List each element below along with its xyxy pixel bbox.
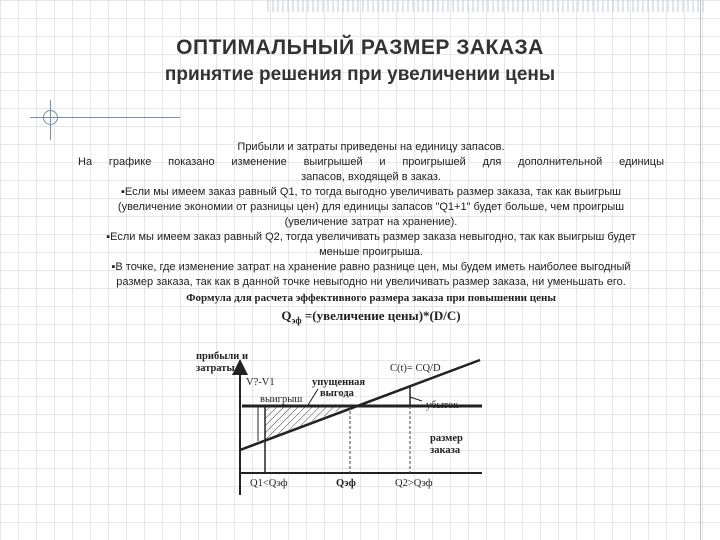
q2-label: Q2>Qэф xyxy=(395,478,433,489)
slide-subtitle: принятие решения при увеличении цены xyxy=(164,64,556,85)
gain-label: выигрыш xyxy=(260,394,303,405)
formula xyxy=(78,308,664,329)
order-size-diagram xyxy=(190,345,490,505)
formula-caption: Формула для расчета эффективного размера заказа при повышении цены xyxy=(186,292,556,304)
slide-title: ОПТИМАЛЬНЫЙ РАЗМЕР ЗАКАЗА xyxy=(176,36,544,59)
intro-line: запасов, входящей в заказ. xyxy=(301,171,441,183)
lost-benefit-label: упущенная xyxy=(312,377,366,388)
intro-line: На графике показано изменение выигрышей и проигрышей для дополнительной единицы xyxy=(78,156,664,168)
formula-rest: =(увеличение цены)*(D/C) xyxy=(301,308,461,323)
intro-line: Прибыли и затраты приведены на единицу запасов. xyxy=(237,141,505,153)
bullet-line: ▪Если мы имеем заказ равный Q1, то тогда выгодно увеличивать размер заказа, так как выигрыш xyxy=(121,186,621,198)
decorative-top-pattern xyxy=(267,0,707,12)
price-diff-label: V?-V1 xyxy=(246,377,275,388)
body-text xyxy=(78,140,664,329)
q1-label: Q1<Qэф xyxy=(250,478,288,489)
bullet-line: ▪В точке, где изменение затрат на хранение равно разнице цен, мы будем иметь наиболее выгодный xyxy=(111,261,631,273)
formula-subscript: эф xyxy=(291,315,302,326)
formula-q: Q xyxy=(281,308,292,323)
decorative-crosshair-circle xyxy=(43,110,58,125)
loss-label: убыток xyxy=(426,400,459,411)
bullet-line: меньше проигрыша. xyxy=(319,246,423,258)
loss-leader xyxy=(410,397,422,401)
x-axis-label: размер xyxy=(430,433,463,444)
cost-line-label: C(t)= CQ/D xyxy=(390,363,441,374)
y-axis-label: затраты xyxy=(196,363,235,374)
lost-benefit-label: выгода xyxy=(320,388,354,399)
bullet-line: (увеличение экономии от разницы цен) для единицы запасов "Q1+1" будет больше, чем проигрыш xyxy=(117,201,625,213)
bullet-line: ▪Если мы имеем заказ равный Q2, тогда увеличивать размер заказа невыгодно, так как выигрыш будет xyxy=(106,231,636,243)
y-axis-label: прибыли и xyxy=(196,351,249,362)
bullet-line: (увеличение затрат на хранение). xyxy=(284,216,458,228)
qef-label: Qэф xyxy=(336,478,356,489)
bullet-line: размер заказа, так как в данной точке невыгодно ни увеличивать размер заказа, ни уменьшать его. xyxy=(116,276,626,288)
lost-benefit-leader xyxy=(308,389,318,405)
x-axis-label: заказа xyxy=(430,445,461,456)
